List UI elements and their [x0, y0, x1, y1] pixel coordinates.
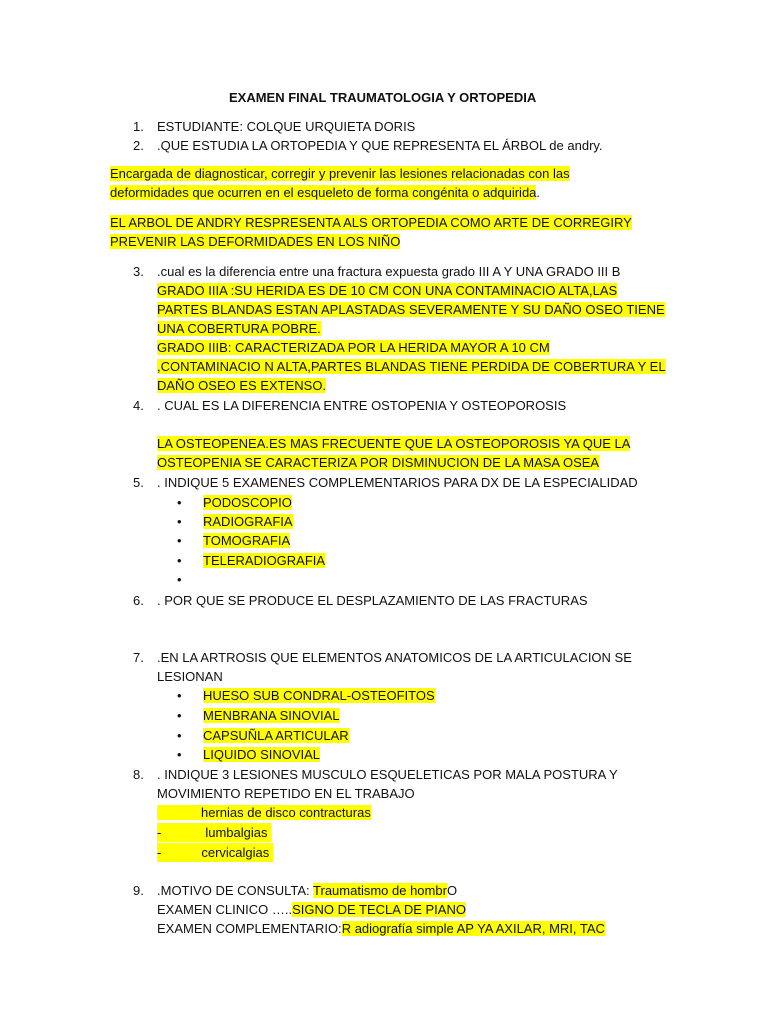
bullet-icon: • — [177, 708, 182, 723]
dash-marker: - — [157, 825, 162, 840]
answer-line: - lumbalgias — [157, 823, 271, 842]
answer-line: UNA COBERTURA POBRE. — [157, 321, 321, 336]
bullet-icon: • — [177, 514, 182, 529]
answer-line: PREVENIR LAS DEFORMIDADES EN LOS NIÑO — [110, 234, 401, 249]
bullet-icon: • — [177, 688, 182, 703]
question-text: LESIONAN — [157, 669, 223, 684]
question-number: 6. — [133, 593, 144, 608]
list-item: TELERADIOGRAFIA — [203, 553, 326, 568]
answer-line: GRADO IIIB: CARACTERIZADA POR LA HERIDA MAYOR A 10 CM — [157, 340, 550, 355]
question-number: 5. — [133, 475, 144, 490]
question-text: . POR QUE SE PRODUCE EL DESPLAZAMIENTO DE LAS FRACTURAS — [157, 593, 588, 608]
list-item: MENBRANA SINOVIAL — [203, 708, 340, 723]
clinico-line: EXAMEN CLINICO …..SIGNO DE TECLA DE PIANO — [157, 902, 466, 917]
question-number: 9. — [133, 883, 144, 898]
list-item: TOMOGRAFIA — [203, 533, 291, 548]
question-number: 3. — [133, 264, 144, 279]
question-text: .EN LA ARTROSIS QUE ELEMENTOS ANATOMICOS DE LA ARTICULACION SE — [157, 650, 632, 665]
dash-marker: - — [157, 845, 162, 860]
student-line: ESTUDIANTE: COLQUE URQUIETA DORIS — [157, 119, 416, 134]
answer-line: hernias de disco contracturas — [157, 803, 371, 822]
bullet-icon: • — [177, 728, 182, 743]
bullet-icon: • — [177, 572, 182, 587]
question-number: 2. — [133, 138, 144, 153]
answer-line: LA OSTEOPENEA.ES MAS FRECUENTE QUE LA OSTEOPOROSIS YA QUE LA — [157, 436, 631, 451]
list-item: PODOSCOPIO — [203, 495, 292, 510]
question-text: . INDIQUE 5 EXAMENES COMPLEMENTARIOS PARA DX DE LA ESPECIALIDAD — [157, 475, 638, 490]
bullet-icon: • — [177, 747, 182, 762]
question-text: . CUAL ES LA DIFERENCIA ENTRE OSTOPENIA Y OSTEOPOROSIS — [157, 398, 567, 413]
answer-line: DAÑO OSEO ES EXTENSO. — [157, 378, 327, 393]
answer-line: ,CONTAMINACIO N ALTA,PARTES BLANDAS TIENE PERDIDA DE COBERTURA Y EL — [157, 359, 666, 374]
answer-line: - cervicalgias — [157, 843, 273, 862]
list-item: LIQUIDO SINOVIAL — [203, 747, 321, 762]
question-number: 1. — [133, 119, 144, 134]
answer-line: OSTEOPENIA SE CARACTERIZA POR DISMINUCION DE LA MASA OSEA — [157, 455, 600, 470]
bullet-icon: • — [177, 533, 182, 548]
question-text: .QUE ESTUDIA LA ORTOPEDIA Y QUE REPRESENTA EL ÁRBOL de andry. — [157, 138, 603, 153]
question-number: 4. — [133, 398, 144, 413]
question-text: MOVIMIENTO REPETIDO EN EL TRABAJO — [157, 786, 415, 801]
question-number: 7. — [133, 650, 144, 665]
question-number: 8. — [133, 767, 144, 782]
complementario-line: EXAMEN COMPLEMENTARIO:R adiografía simple AP YA AXILAR, MRI, TAC — [157, 921, 605, 936]
list-item: CAPSUÑLA ARTICULAR — [203, 728, 349, 743]
answer-line: GRADO IIIA :SU HERIDA ES DE 10 CM CON UNA CONTAMINACIO ALTA,LAS — [157, 283, 618, 298]
answer-line: Encargada de diagnosticar, corregir y prevenir las lesiones relacionadas con las — [110, 166, 570, 181]
question-text: .cual es la diferencia entre una fractura expuesta grado III A Y UNA GRADO III B — [157, 264, 621, 279]
bullet-icon: • — [177, 553, 182, 568]
consulta-line: .MOTIVO DE CONSULTA: Traumatismo de hombrO — [157, 883, 458, 898]
answer-line: EL ARBOL DE ANDRY RESPRESENTA ALS ORTOPEDIA COMO ARTE DE CORREGIRY — [110, 215, 632, 230]
question-text: . INDIQUE 3 LESIONES MUSCULO ESQUELETICAS POR MALA POSTURA Y — [157, 767, 618, 782]
bullet-icon: • — [177, 495, 182, 510]
list-item: RADIOGRAFIA — [203, 514, 293, 529]
answer-line: deformidades que ocurren en el esqueleto de forma congénita o adquirida. — [110, 185, 541, 200]
answer-line: PARTES BLANDAS ESTAN APLASTADAS SEVERAMENTE Y SU DAÑO OSEO TIENE — [157, 302, 665, 317]
document-title: EXAMEN FINAL TRAUMATOLOGIA Y ORTOPEDIA — [229, 90, 537, 105]
list-item: HUESO SUB CONDRAL-OSTEOFITOS — [203, 688, 435, 703]
